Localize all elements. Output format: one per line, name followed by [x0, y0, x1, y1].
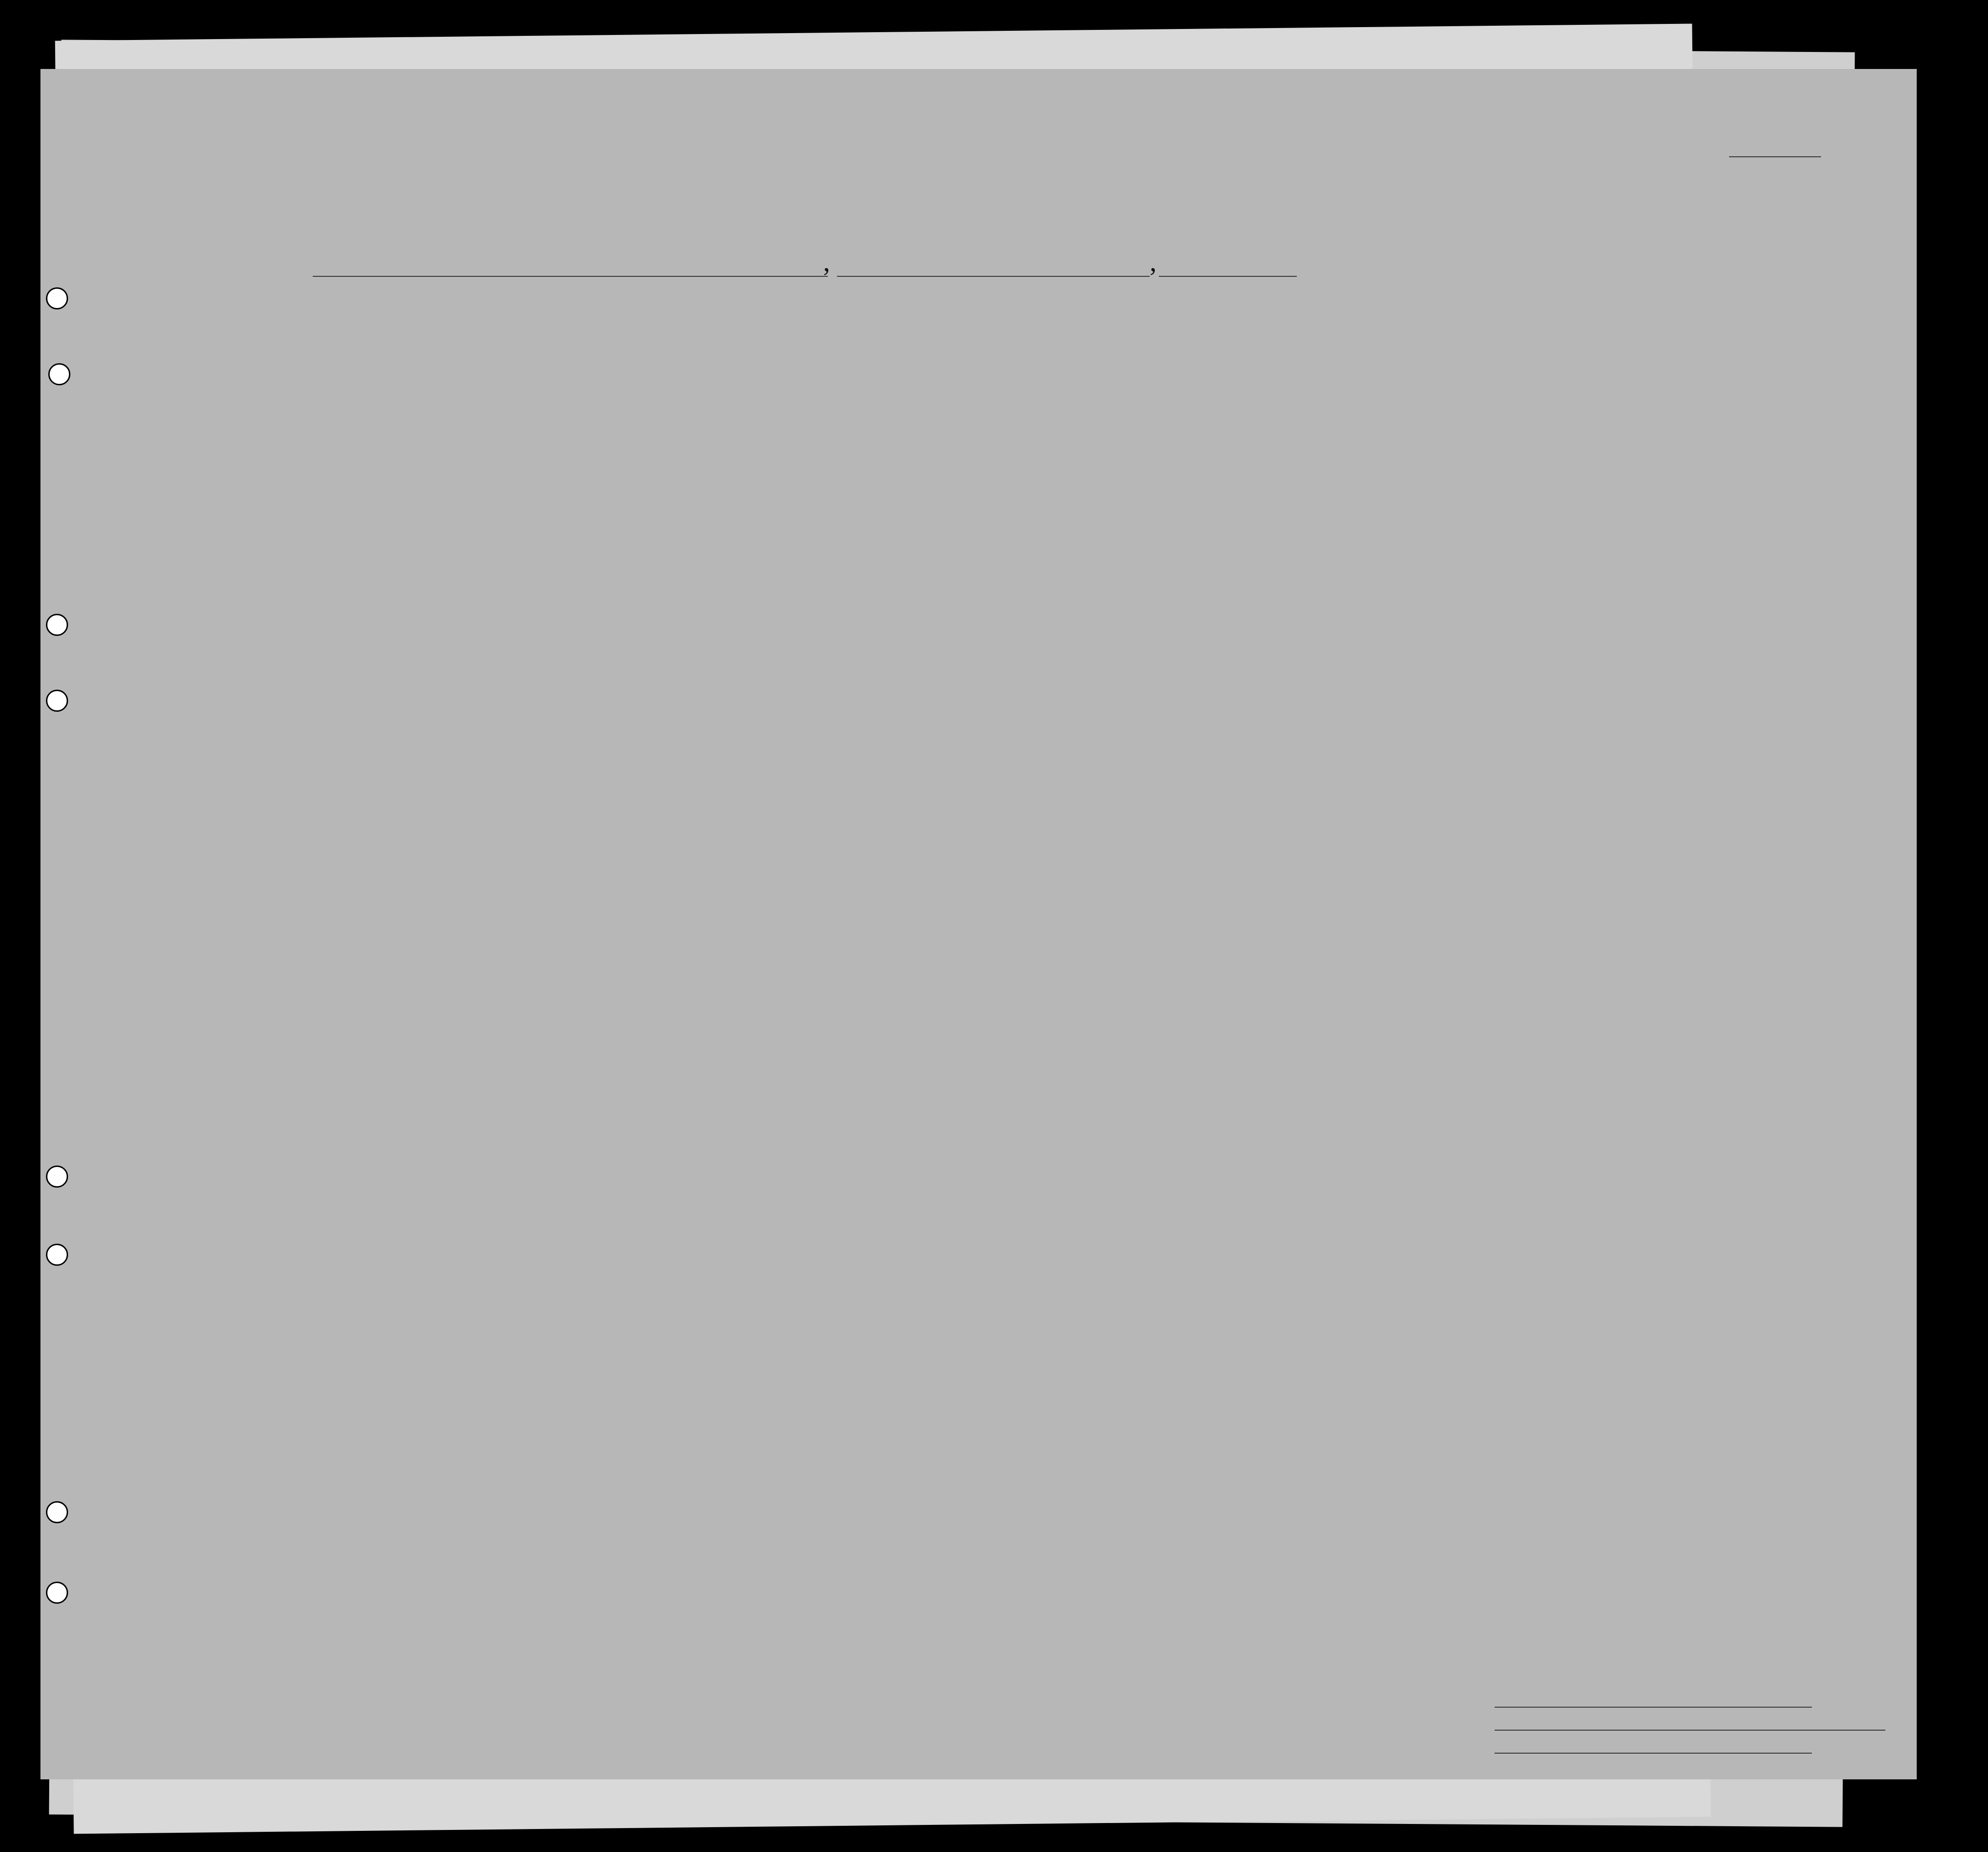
- line-underline: [1495, 1707, 1812, 1708]
- agents-underline: [1495, 1753, 1812, 1754]
- comma-separator: ,: [823, 246, 830, 277]
- comma-separator: ,: [1150, 246, 1157, 277]
- owners-underline: [1495, 1730, 1885, 1731]
